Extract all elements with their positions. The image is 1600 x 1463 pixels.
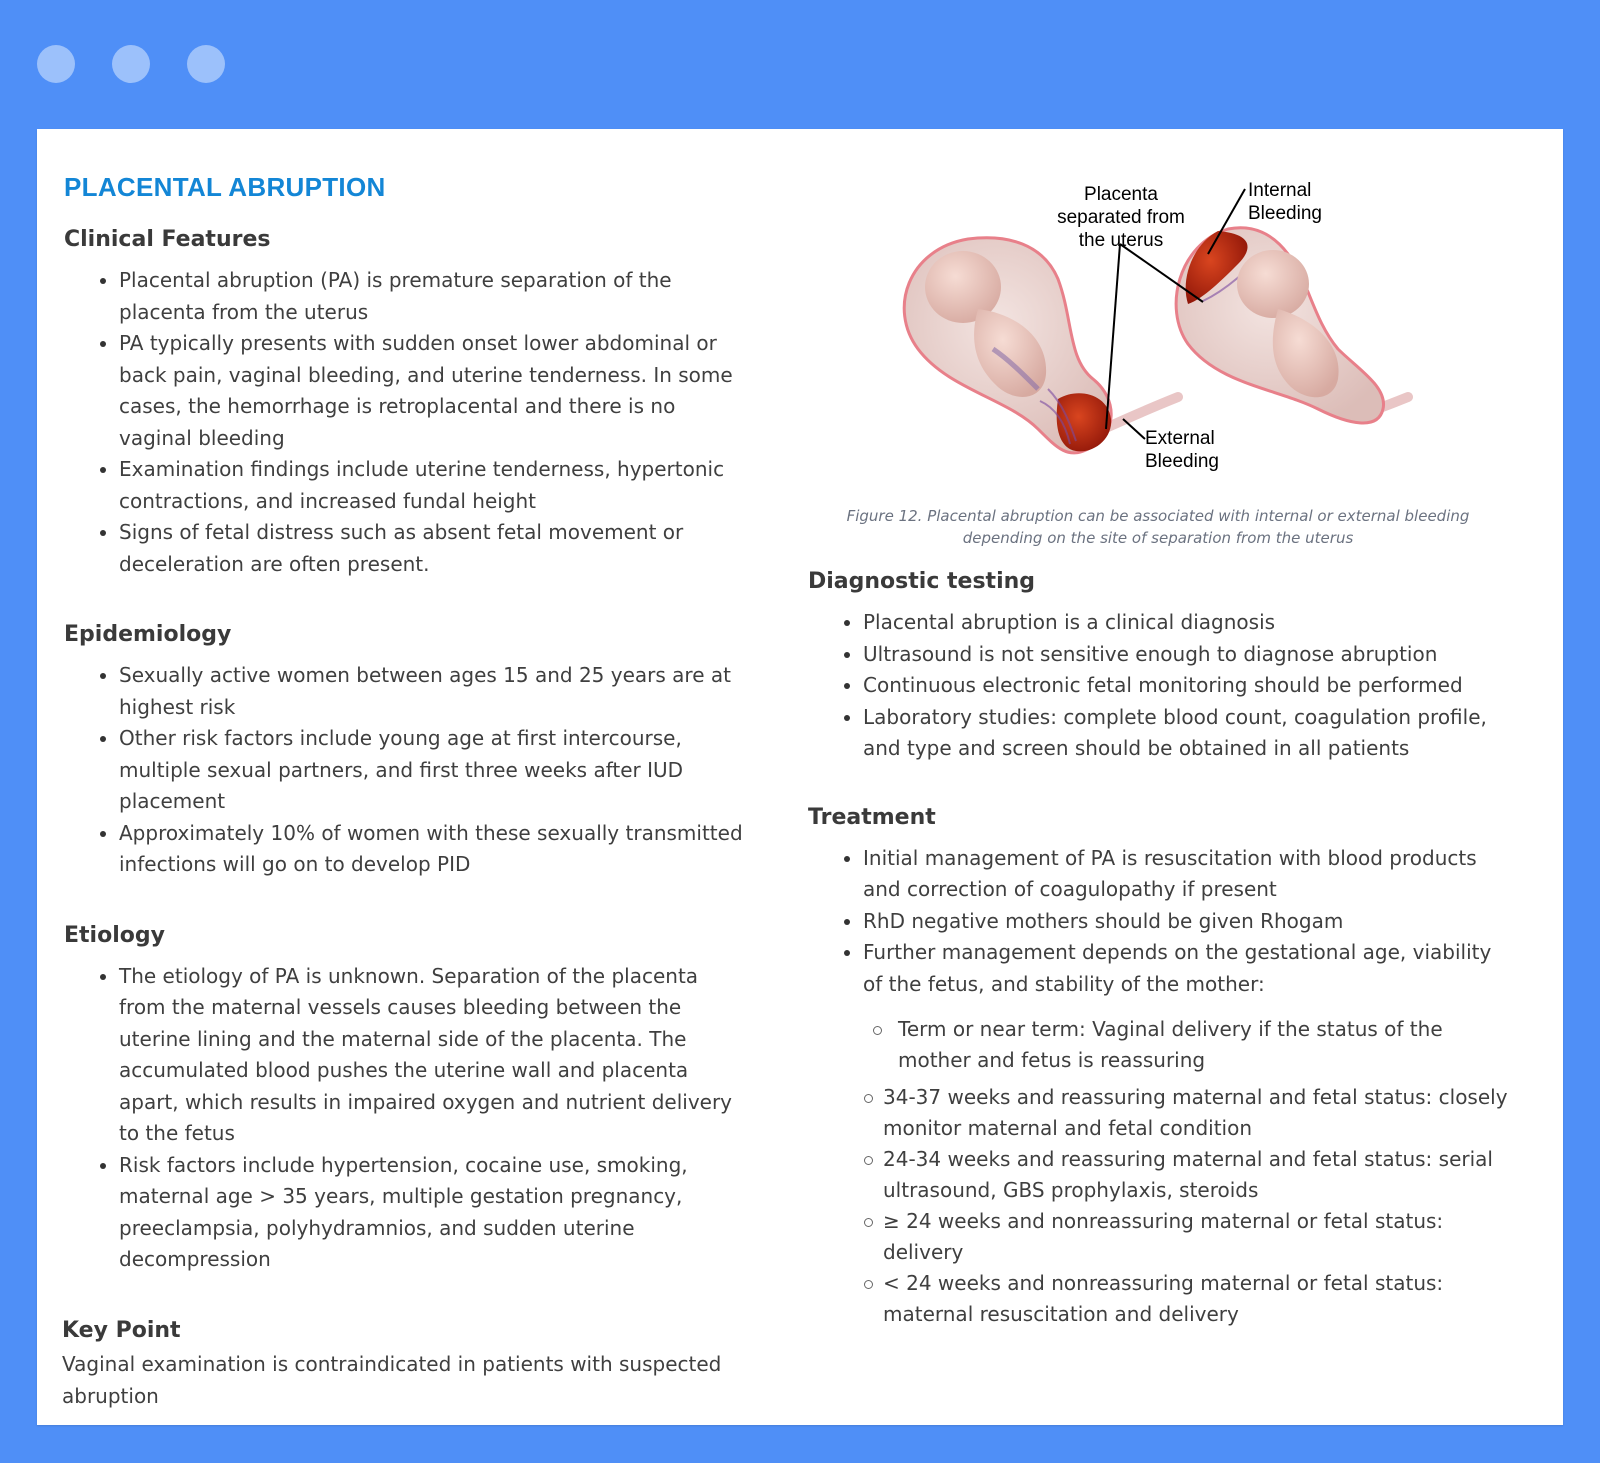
list-item: < 24 weeks and nonreassuring maternal or fetal status: maternal resuscitation and delivery [864, 1268, 1508, 1330]
epidemiology-list [64, 660, 744, 881]
list-item: Initial management of PA is resuscitation with blood products and correction of coagulopathy if present [844, 843, 1508, 906]
treatment-heading: Treatment [808, 804, 936, 830]
list-item: Placental abruption is a clinical diagnosis [844, 607, 1508, 639]
clinical-features-heading: Clinical Features [64, 227, 271, 252]
etiology-section [64, 921, 744, 1276]
figure-label-placenta: Placenta separated from the uterus [1057, 184, 1185, 251]
epidemiology-section [64, 620, 744, 881]
list-item: Further management depends on the gestational age, viability of the fetus, and stability of the mother: [844, 937, 1508, 1000]
right-uterus [1176, 228, 1408, 423]
placental-abruption-figure [808, 169, 1508, 499]
clinical-features-section [64, 225, 744, 580]
clinical-features-list [64, 265, 744, 580]
left-uterus [904, 238, 1178, 453]
list-item: Approximately 10% of women with these sexually transmitted infections will go on to develop PID [100, 818, 744, 881]
list-item: Examination findings include uterine tenderness, hypertonic contractions, and increased fundal height [100, 454, 744, 517]
list-item: Sexually active women between ages 15 and 25 years are at highest risk [100, 660, 744, 723]
list-item: 24-34 weeks and reassuring maternal and fetal status: serial ultrasound, GBS prophylaxis, steroids [864, 1144, 1508, 1206]
list-item: Ultrasound is not sensitive enough to diagnose abruption [844, 639, 1508, 671]
list-item: Continuous electronic fetal monitoring should be performed [844, 670, 1508, 702]
treatment-list [808, 843, 1508, 1001]
window-dot-close[interactable] [37, 45, 75, 83]
list-item: Other risk factors include young age at first intercourse, multiple sexual partners, and first three weeks after IUD placement [100, 723, 744, 818]
key-point-text: Vaginal examination is contraindicated in patients with suspected abruption [62, 1351, 722, 1408]
diagnostic-testing-list [808, 607, 1508, 765]
list-item: RhD negative mothers should be given Rhogam [844, 906, 1508, 938]
list-item: Signs of fetal distress such as absent fetal movement or deceleration are often present. [100, 517, 744, 580]
figure-caption: Figure 12. Placental abruption can be associated with internal or external bleeding depending on the site of separation from the uterus [846, 507, 1470, 547]
list-item: Placental abruption (PA) is premature separation of the placenta from the uterus [100, 265, 744, 328]
epidemiology-heading: Epidemiology [64, 622, 232, 647]
list-item: PA typically presents with sudden onset lower abdominal or back pain, vaginal bleeding, and uterine tenderness. In some cases, the hemorrhage is retroplacental and there is no vaginal bleeding [100, 328, 744, 454]
diagnostic-testing-heading: Diagnostic testing [808, 569, 1036, 594]
figure-label-internal-bleeding: Internal Bleeding [1248, 180, 1322, 224]
page-title: PLACENTAL ABRUPTION [64, 172, 386, 202]
etiology-list [64, 961, 744, 1276]
diagnostic-testing-section [808, 567, 1508, 765]
list-item: 34-37 weeks and reassuring maternal and fetal status: closely monitor maternal and fetal condition [864, 1082, 1508, 1144]
figure-label-external-bleeding: External Bleeding [1145, 428, 1219, 472]
list-item: Laboratory studies: complete blood count, coagulation profile, and type and screen should be obtained in all patients [844, 702, 1508, 765]
list-item: Term or near term: Vaginal delivery if the status of the mother and fetus is reassuring [872, 1014, 1516, 1076]
treatment-sub-list [808, 1014, 1508, 1330]
window-dot-minimize[interactable] [112, 45, 150, 83]
etiology-heading: Etiology [64, 922, 165, 948]
list-item: The etiology of PA is unknown. Separation of the placenta from the maternal vessels causes bleeding between the uterine lining and the maternal side of the placenta. The accumulated blood pushes the uterine wall and placenta apart, which results in impaired oxygen and nutrient delivery to the fetus [100, 961, 744, 1150]
list-item: Risk factors include hypertension, cocaine use, smoking, maternal age > 35 years, multiple gestation pregnancy, preeclampsia, polyhydramnios, and sudden uterine decompression [100, 1150, 744, 1276]
key-point-heading: Key Point [62, 1317, 181, 1343]
left-column [64, 171, 744, 1412]
treatment-section [808, 803, 1508, 1331]
content-card [37, 129, 1563, 1425]
list-item: ≥ 24 weeks and nonreassuring maternal or fetal status: delivery [864, 1206, 1508, 1268]
key-point-section [64, 1316, 744, 1412]
window-dot-maximize[interactable] [187, 45, 225, 83]
right-column [808, 169, 1508, 1330]
